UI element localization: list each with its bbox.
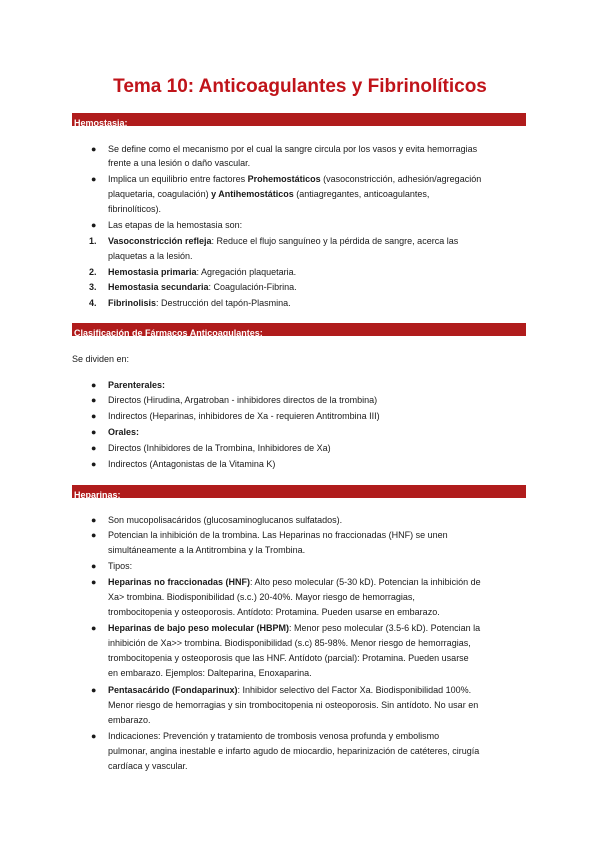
list-number: 2. (89, 267, 97, 277)
list-item: Hemostasia primaria: Agregación plaquetaria. (108, 267, 297, 277)
bullet-icon: ● (91, 515, 97, 525)
list-item: Indirectos (Antagonistas de la Vitamina K) (108, 459, 276, 469)
bullet-icon: ● (91, 427, 97, 437)
list-item: Pentasacárido (Fondaparinux): Inhibidor selectivo del Factor Xa. Biodisponibilidad 100%. (108, 685, 472, 695)
list-item: plaquetas a la lesión. (108, 251, 193, 261)
list-item: Orales: (108, 427, 140, 437)
paragraph-line: frente a una lesión o daño vascular. (108, 158, 251, 168)
bullet-icon: ● (91, 443, 97, 453)
list-number: 3. (89, 282, 97, 292)
section-heparinas-bar (72, 485, 526, 498)
list-item: inhibición de Xa>> trombina. Biodisponibilidad (s.c) 85-98%. Menor riesgo de hemorragias, (108, 638, 471, 648)
list-item: trombocitopenia y osteoporosis que las HNF. Antídoto (parcial): Protamina. Pueden usarse (108, 653, 469, 663)
list-item: Fibrinolisis: Destrucción del tapón-Plasmina. (108, 298, 291, 308)
list-number: 4. (89, 298, 97, 308)
list-item: en embarazo. Ejemplos: Dalteparina, Enoxaparina. (108, 668, 312, 678)
bullet-icon: ● (91, 174, 97, 184)
paragraph-line: fibrinolíticos). (108, 204, 162, 214)
bullet-icon: ● (91, 380, 97, 390)
list-item: Directos (Hirudina, Argatroban - inhibidores directos de la trombina) (108, 395, 378, 405)
paragraph-line: Se define como el mecanismo por el cual la sangre circula por los vasos y evita hemorragias (108, 144, 478, 154)
paragraph-line: Indicaciones: Prevención y tratamiento de trombosis venosa profunda y embolismo (108, 731, 440, 741)
section-clasificacion-bar (72, 323, 526, 336)
paragraph-line: Tipos: (108, 561, 133, 571)
list-item: Heparinas no fraccionadas (HNF): Alto peso molecular (5-30 kD). Potencian la inhibición de (108, 577, 481, 587)
section-heading: Heparinas: (74, 490, 121, 500)
paragraph-line: Las etapas de la hemostasia son: (108, 220, 243, 230)
bullet-icon: ● (91, 144, 97, 154)
bullet-icon: ● (91, 530, 97, 540)
list-item: Vasoconstricción refleja: Reduce el flujo sanguíneo y la pérdida de sangre, acerca las (108, 236, 459, 246)
page-title: Tema 10: Anticoagulantes y Fibrinolíticos (113, 76, 487, 97)
list-item: Directos (Inhibidores de la Trombina, Inhibidores de Xa) (108, 443, 331, 453)
list-item: trombocitopenia y osteoporosis. Antídoto: Protamina. Pueden usarse en embarazo. (108, 607, 440, 617)
list-item: Heparinas de bajo peso molecular (HBPM): Menor peso molecular (3.5-6 kD). Potencian la (108, 623, 481, 633)
bullet-icon: ● (91, 220, 97, 230)
paragraph-line: Son mucopolisacáridos (glucosaminoglucanos sulfatados). (108, 515, 343, 525)
list-number: 1. (89, 236, 97, 246)
paragraph-line: Implica un equilibrio entre factores Prohemostáticos (vasoconstricción, adhesión/agregación (108, 174, 482, 184)
list-item: embarazo. (108, 715, 151, 725)
bullet-icon: ● (91, 411, 97, 421)
section-heading: Hemostasia: (74, 118, 128, 128)
section-hemostasia-bar (72, 113, 526, 126)
bullet-icon: ● (91, 577, 97, 587)
bullet-icon: ● (91, 685, 97, 695)
bullet-icon: ● (91, 459, 97, 469)
paragraph-line: Se dividen en: (72, 354, 130, 364)
paragraph-line: Potencian la inhibición de la trombina. Las Heparinas no fraccionadas (HNF) se unen (108, 530, 448, 540)
list-item: Menor riesgo de hemorragias y sin trombocitopenia ni osteoporosis. Sin antídoto. No usar en (108, 700, 479, 710)
paragraph-line: plaquetaria, coagulación) y Antihemostáticos (antiagregantes, anticoagulantes, (108, 189, 430, 199)
bullet-icon: ● (91, 561, 97, 571)
paragraph-line: pulmonar, angina inestable e infarto agudo de miocardio, heparinización de catéteres, cirugía (108, 746, 480, 756)
list-item: Xa> trombina. Biodisponibilidad (s.c.) 20-40%. Mayor riesgo de hemorragias, (108, 592, 415, 602)
bullet-icon: ● (91, 623, 97, 633)
list-item: Indirectos (Heparinas, inhibidores de Xa - requieren Antitrombina III) (108, 411, 380, 421)
paragraph-line: simultáneamente a la Antitrombina y la Trombina. (108, 545, 306, 555)
bullet-icon: ● (91, 731, 97, 741)
paragraph-line: cardíaca y vascular. (108, 761, 188, 771)
list-item: Parenterales: (108, 380, 166, 390)
list-item: Hemostasia secundaria: Coagulación-Fibrina. (108, 282, 297, 292)
bullet-icon: ● (91, 395, 97, 405)
section-heading: Clasificación de Fármacos Anticoagulantes: (74, 328, 263, 338)
